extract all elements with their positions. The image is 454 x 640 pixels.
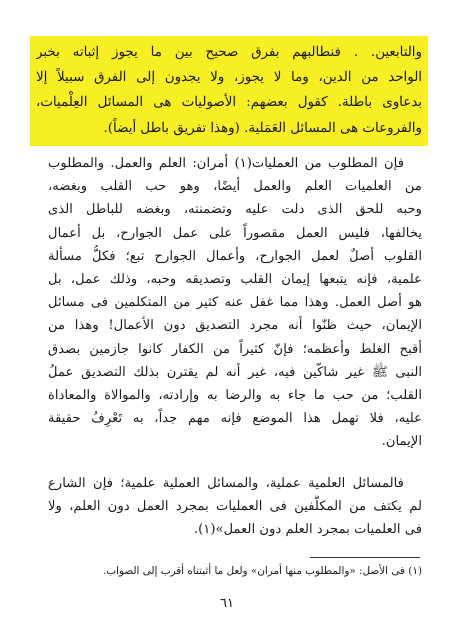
text-line: لم يكتف من المكلَّفين فى العمليات بمجرد العمل دون العلم، ولا bbox=[48, 499, 422, 515]
text-line: فإن المطلوب من العمليات(١) أمران: العلم والعمل. والمطلوب bbox=[48, 156, 404, 171]
footnote: (١) فى الأصل: «والمطلوب منها أمران» ولعل ما أثبتناه أقرب إلى الصواب. bbox=[102, 565, 422, 577]
text-line: أقبح الغلط وأعظمه؛ فإنّ كثيراً من الكفار كانوا جازمين بصدق bbox=[48, 341, 422, 357]
text-line: الإيمان. bbox=[381, 434, 422, 450]
text-line: القلوب أصلٌ لعمل الجوارح، وأعمال الجوارح تبع؛ فكلُّ مسألة bbox=[48, 248, 422, 264]
text-line: فالمسائل العلمية عملية، والمسائل العملية علمية؛ فإن الشارع bbox=[48, 476, 404, 491]
paragraph-1 bbox=[48, 152, 422, 454]
highlighted-passage bbox=[30, 36, 428, 146]
page-number: ٦١ bbox=[220, 596, 234, 611]
footnote-divider bbox=[310, 557, 420, 558]
text-line: يخالفها، فليس العمل مقصوراً على عمل الجوارح، بل أعمال bbox=[48, 225, 422, 241]
text-line: الإيمان، حيث ظنّوا أنه مجرد التصديق دون الأعمال! وهذا من bbox=[48, 318, 422, 334]
text-line: عليه، فلا تهمل هذا الموضع فإنه مهم جداً، به تَعْرِفُ حقيقة bbox=[48, 411, 422, 427]
paragraph-2 bbox=[48, 472, 422, 542]
text-line: القلب؛ من حب ما جاء به والرضا به وإرادته، والموالاة والمعاداة bbox=[48, 388, 422, 404]
text-line: هو أصل العمل. وهذا مما غفل عنه كثير من المتكلمين فى مسائل bbox=[48, 295, 422, 311]
text-line: علمية، فإنه يتبعها إيمان القلب وتصديقه وحبه، وذلك عمل، بل bbox=[48, 272, 422, 288]
text-line: وحبه للحق الذى دلت عليه وتضمنته، وبغضه للباطل الذى bbox=[48, 202, 422, 218]
highlight-line: بدعاوى باطلة. كقول بعضهم: الأصوليات هى المسائل العِلْميات، bbox=[36, 95, 422, 111]
highlight-line: والتابعين. . فنطالبهم بفرق صحيح بين ما يجوز إثباته بخبر bbox=[36, 45, 422, 60]
text-line: النبى ﷺ غير شاكّين فيه، غير أنه لم يقترن بذلك التصديق عملُ bbox=[48, 364, 422, 380]
highlight-line: الواحد من الدين، وما لا يجوز، ولا يجدون إلى الفرق سبيلاً إلا bbox=[36, 70, 422, 86]
highlight-line: والفروعات هى المسائل العَمَلية. (وهذا تفريق باطل أيضاً). bbox=[103, 120, 422, 136]
text-line: من العلميات العلم والعمل أيضًا، وهو حب القلب وبغضه، bbox=[48, 179, 422, 195]
text-line: فى العلميات بمجرد العلم دون العمل»(١). bbox=[193, 522, 422, 538]
